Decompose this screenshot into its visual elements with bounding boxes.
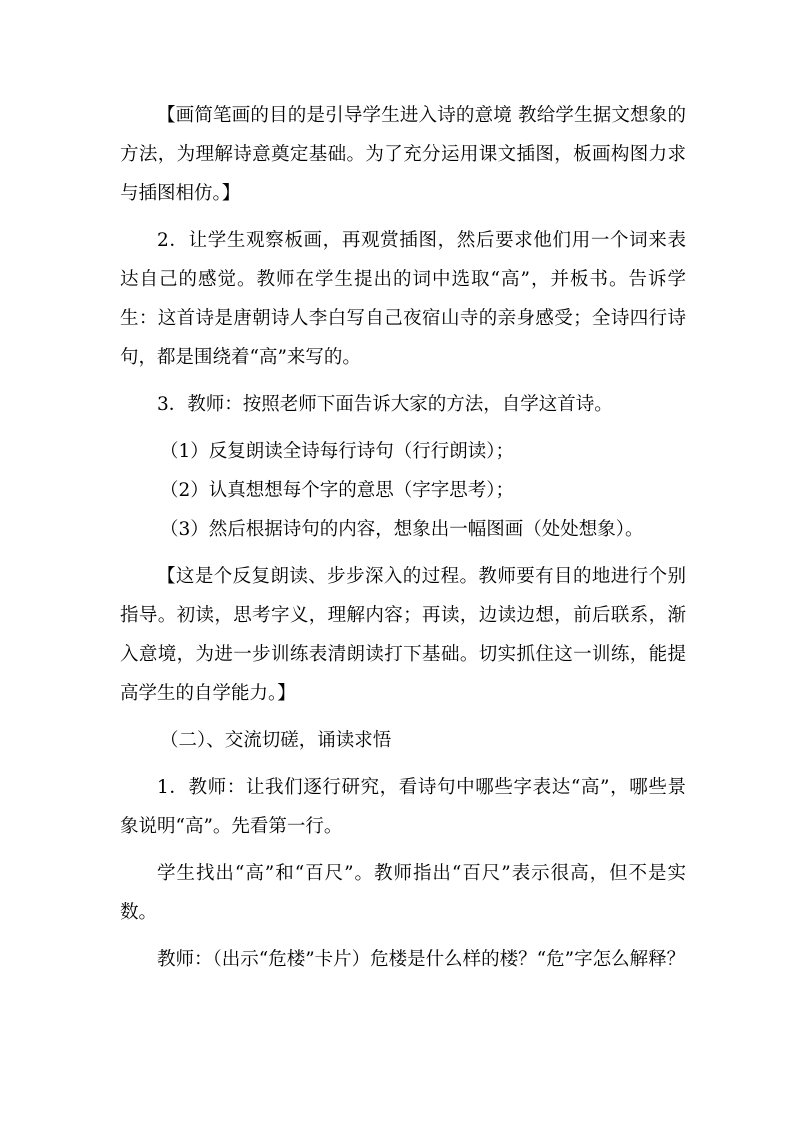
paragraph-line-study: 1．教师：让我们逐行研究，看诗句中哪些字表达“高”，哪些景象说明“高”。先看第一行。 — [120, 777, 686, 837]
paragraph-annotation-sketch: 【画简笔画的目的是引导学生进入诗的意境 教给学生据文想象的方法，为理解诗意奠定基础。为了充分运用课文插图，板画构图力求与插图相仿。】 — [120, 105, 686, 204]
paragraph-step-2: 2．让学生观察板画，再观赏插图，然后要求他们用一个词来表达自己的感觉。教师在学生提出的词中选取“高”，并板书。告诉学生：这首诗是唐朝诗人李白写自己夜宿山寺的亲身感受；全诗四行诗句，都是围绕着“高”来写的。 — [120, 230, 686, 368]
paragraph-annotation-reading: 【这是个反复朗读、步步深入的过程。教师要有目的地进行个别指导。初读，思考字义，理解内容；再读，边读边想，前后联系，渐入意境，为进一步训练表清朗读打下基础。切实抓住这一训练，能提高学生的自学能力。】 — [120, 566, 686, 704]
list-item-imagining: （3）然后根据诗句的内容，想象出一幅图画（处处想象）。 — [160, 519, 644, 540]
document-body — [120, 96, 686, 987]
list-item-thinking: （2）认真想想每个字的意思（字字思考）； — [160, 480, 515, 501]
paragraph-step-3: 3．教师：按照老师下面告诉大家的方法，自学这首诗。 — [157, 394, 613, 415]
list-item-reading: （1）反复朗读全诗每行诗句（行行朗读）； — [160, 441, 515, 462]
paragraph-teacher-question: 教师：（出示“危楼”卡片）危楼是什么样的楼？“危”字怎么解释？ — [157, 949, 686, 970]
paragraph-student-finding: 学生找出“高”和“百尺”。教师指出“百尺”表示很高，但不是实数。 — [120, 863, 686, 923]
section-heading: （二）、交流切磋，诵读求悟 — [160, 730, 392, 751]
